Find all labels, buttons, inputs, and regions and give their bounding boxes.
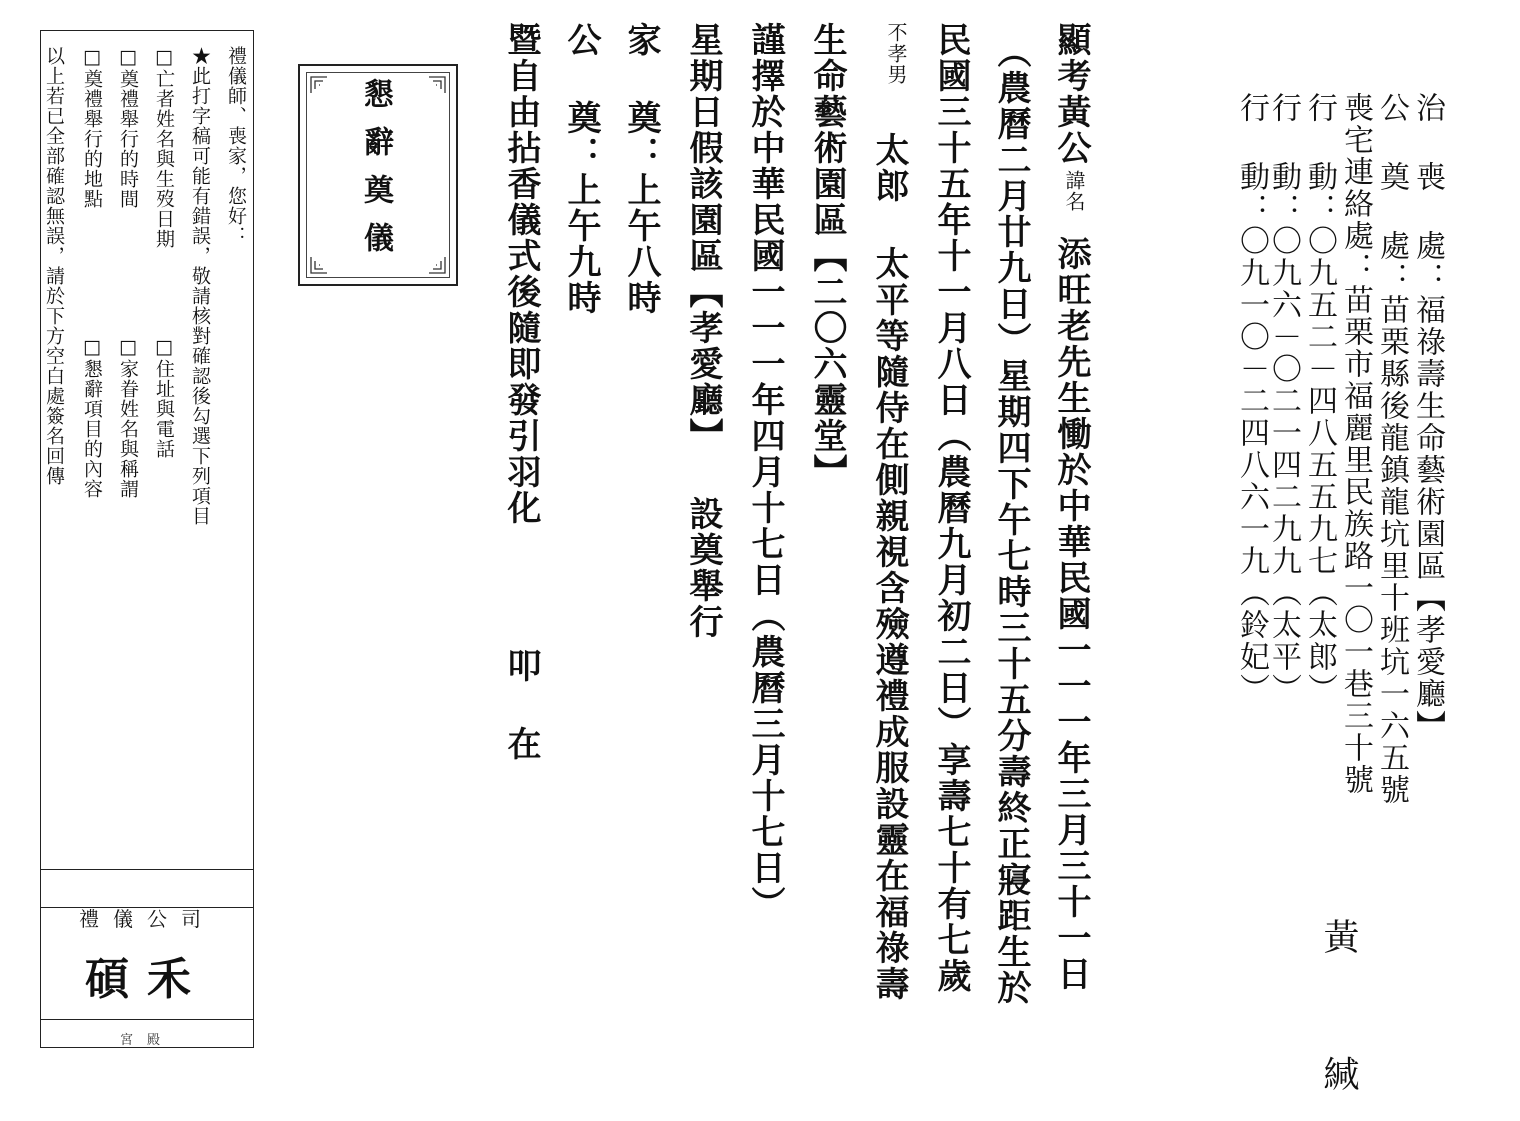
main-col-10-end: 叩在 (501, 648, 541, 804)
check-item-address[interactable]: □住址與電話 (153, 336, 175, 459)
main-col-5: 生命藝術園區【二〇六靈堂】 (807, 22, 847, 490)
corner-ornament-icon (310, 76, 328, 94)
corner-ornament-icon (428, 256, 446, 274)
signature: 黃 緘 (1318, 918, 1359, 1121)
check-item-family[interactable]: □家眷姓名與稱謂 (117, 336, 139, 499)
check-item-location[interactable]: □奠禮舉行的地點 (81, 46, 103, 209)
main-col-1-start: 顯考黃公 (1051, 22, 1091, 166)
info-mobile-2: 行 動：〇九六－〇二一四二九九（太平） (1266, 92, 1301, 705)
check-item-deceased[interactable]: □亡者姓名與生歿日期 (153, 46, 175, 249)
main-col-9: 公 奠：上午九時 (561, 22, 601, 316)
main-col-1-note: 諱名 (1062, 170, 1086, 212)
info-mobile-3: 行 動：〇九一〇－二四八六一九（鈴妃） (1234, 92, 1269, 705)
notice-panel (40, 30, 254, 1048)
notice-confirm: 以上若已全部確認無誤，請於下方空白處簽名回傳 (43, 46, 65, 486)
corner-ornament-icon (428, 76, 446, 94)
info-memorial-place: 公 奠 處：苗栗縣後龍鎮龍坑里十班坑一六五號 (1374, 92, 1409, 806)
notice-warning: ★此打字稿可能有錯誤，敬請核對確認後勾選下列項目 (189, 46, 211, 526)
corner-ornament-icon (310, 256, 328, 274)
page-title: 懇辭奠儀 (358, 78, 393, 270)
main-col-7: 星期日假該園區【孝愛廳】 設奠舉行 (683, 22, 723, 640)
info-mobile-1: 行 動：〇九五二－四八五五九七（太郎） (1302, 92, 1337, 705)
main-col-2: （農曆二月廿九日）星期四下午七時三十五分壽終正寢距生於 (991, 34, 1031, 1006)
main-col-3: 民國三十五年十一月八日（農曆九月初二日）享壽七十有七歲 (931, 22, 971, 994)
seal-text: 宮殿 (119, 1033, 174, 1048)
company-name: 碩禾 (85, 954, 209, 1005)
main-col-4: 太郎 太平等隨侍在側親視含殮遵禮成服設靈在福祿壽 (869, 132, 909, 1002)
notice-divider (41, 1019, 253, 1020)
info-home-contact: 喪宅連絡處：苗栗市福麗里民族路一〇一巷三十號 (1338, 92, 1373, 796)
check-item-time[interactable]: □奠禮舉行的時間 (117, 46, 139, 209)
main-col-8: 家 奠：上午八時 (621, 22, 661, 316)
main-col-1: 添旺老先生慟於中華民國一一一年三月三十一日 (1051, 236, 1091, 992)
notice-greeting: 禮儀師、喪家，您好： (225, 46, 247, 246)
main-col-6: 謹擇於中華民國一一一年四月十七日（農曆三月十七日） (745, 22, 785, 922)
main-col-10: 暨自由拈香儀式後隨即發引羽化 (501, 22, 541, 526)
notice-divider (41, 869, 253, 870)
info-funeral-office: 治 喪 處：福祿壽生命藝術園區【孝愛廳】 (1410, 92, 1445, 742)
main-col-4-note: 不孝男 (884, 22, 908, 85)
check-item-content[interactable]: □懇辭項目的內容 (81, 336, 103, 499)
company-label: 禮儀公司 (79, 907, 215, 931)
